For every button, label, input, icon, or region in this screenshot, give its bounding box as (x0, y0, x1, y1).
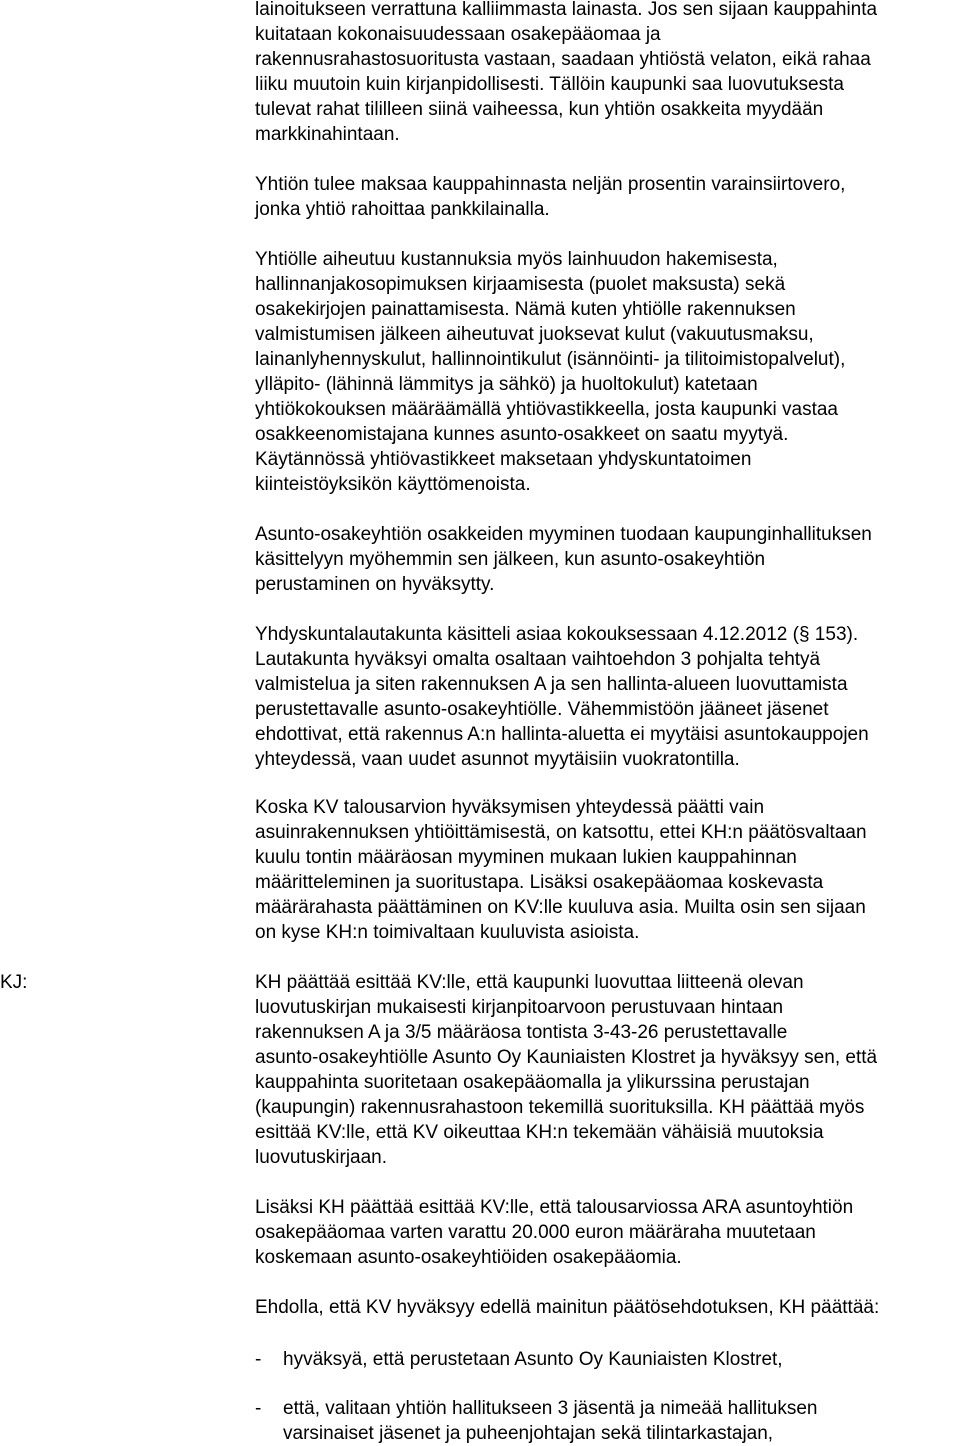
text-line: Lautakunta hyväksyi omalta osaltaan vaihtoehdon 3 pohjalta tehtyä (255, 649, 821, 670)
paragraph-7 (255, 970, 960, 1170)
text-line: rakennusrahastosuoritusta vastaan, saadaan yhtiöstä velaton, eikä rahaa (255, 49, 871, 70)
paragraph-2 (255, 172, 960, 222)
paragraph-8 (255, 1195, 960, 1270)
text-line: luovutuskirjan mukaisesti kirjanpitoarvoon perustuvaan hintaan (255, 997, 784, 1018)
text-line: varsinaiset jäsenet ja puheenjohtajan sekä tilintarkastajan, (283, 1423, 774, 1444)
text-line: Ehdolla, että KV hyväksyy edellä mainitun päätösehdotuksen, KH päättää: (255, 1297, 880, 1318)
text-line: lainanlyhennyskulut, hallinnointikulut (isännöinti- ja tilitoimistopalvelut), (255, 349, 846, 370)
text-line: kiinteistöyksikön käyttömenoista. (255, 474, 531, 495)
list-item (283, 1396, 817, 1446)
text-line: asuinrakennuksen yhtiöittämisestä, on katsottu, ettei KH:n päätösvaltaan (255, 822, 867, 843)
text-line: tulevat rahat tililleen siinä vaiheessa, kun yhtiön osakkeita myydään (255, 99, 824, 120)
paragraph-1 (255, 0, 960, 147)
text-line: Yhtiön tulee maksaa kauppahinnasta neljän prosentin varainsiirtovero, (255, 174, 846, 195)
text-line: ehdottivat, että rakennus A:n hallinta-aluetta ei myytäisi asuntokauppojen (255, 724, 869, 745)
paragraph-6 (255, 795, 960, 945)
bullet-dash: - (255, 1349, 262, 1370)
text-line: luovutuskirjaan. (255, 1147, 388, 1168)
text-line: yhtiökokouksen määräämällä yhtiövastikkeella, josta kaupunki vastaa (255, 399, 838, 420)
paragraph-4 (255, 522, 960, 597)
text-line: valmistumisen jälkeen aiheutuvat juoksevat kulut (vakuutusmaksu, (255, 324, 814, 345)
text-line: yhteydessä, vaan uudet asunnot myytäisiin vuokratontilla. (255, 749, 740, 770)
bullet-dash: - (255, 1398, 262, 1419)
text-line: Lisäksi KH päättää esittää KV:lle, että talousarviossa ARA asuntoyhtiön (255, 1197, 854, 1218)
section-label: KJ: (0, 972, 28, 993)
text-line: Yhdyskuntalautakunta käsitteli asiaa kokouksessaan 4.12.2012 (§ 153). (255, 624, 859, 645)
paragraph-3 (255, 247, 960, 497)
text-line: osakekirjojen painattamisesta. Nämä kuten yhtiölle rakennuksen (255, 299, 796, 320)
text-line: määritteleminen ja suoritustapa. Lisäksi osakepääomaa koskevasta (255, 872, 824, 893)
text-line: kauppahinta suoritetaan osakepääomalla ja ylikurssina perustajan (255, 1072, 810, 1093)
text-line: liiku muutoin kuin kirjanpidollisesti. Tällöin kaupunki saa luovutuksesta (255, 74, 844, 95)
text-line: Asunto-osakeyhtiön osakkeiden myyminen tuodaan kaupunginhallituksen (255, 524, 872, 545)
text-line: markkinahintaan. (255, 124, 400, 145)
text-line: koskemaan asunto-osakeyhtiöiden osakepääomia. (255, 1247, 682, 1268)
text-line: Yhtiölle aiheutuu kustannuksia myös lainhuudon hakemisesta, (255, 249, 778, 270)
text-line: lainoitukseen verrattuna kalliimmasta lainasta. Jos sen sijaan kauppahinta (255, 0, 878, 20)
text-line: että, valitaan yhtiön hallitukseen 3 jäsentä ja nimeää hallituksen (283, 1398, 818, 1419)
text-line: rakennuksen A ja 3/5 määräosa tontista 3-43-26 perustettavalle (255, 1022, 788, 1043)
text-line: hyväksyä, että perustetaan Asunto Oy Kauniaisten Klostret, (283, 1349, 783, 1370)
text-line: käsittelyyn myöhemmin sen jälkeen, kun asunto-osakeyhtiön (255, 549, 766, 570)
text-line: hallinnanjakosopimuksen kirjaamisesta (puolet maksusta) sekä (255, 274, 786, 295)
text-line: määrärahasta päättäminen on KV:lle kuuluva asia. Muilta osin sen sijaan (255, 897, 866, 918)
text-line: perustaminen on hyväksytty. (255, 574, 495, 595)
text-line: osakkeenomistajana kunnes asunto-osakkeet on saatu myytyä. (255, 424, 789, 445)
list-item (283, 1347, 783, 1372)
text-line: KH päättää esittää KV:lle, että kaupunki luovuttaa liitteenä olevan (255, 972, 804, 993)
text-line: ylläpito- (lähinnä lämmitys ja sähkö) ja huoltokulut) katetaan (255, 374, 758, 395)
text-line: Käytännössä yhtiövastikkeet maksetaan yhdyskuntatoimen (255, 449, 752, 470)
text-line: Koska KV talousarvion hyväksymisen yhteydessä päätti vain (255, 797, 765, 818)
text-line: kuulu tontin määräosan myyminen mukaan lukien kauppahinnan (255, 847, 797, 868)
text-line: esittää KV:lle, että KV oikeuttaa KH:n tekemään vähäisiä muutoksia (255, 1122, 824, 1143)
paragraph-5 (255, 622, 960, 772)
text-line: on kyse KH:n toimivaltaan kuuluvista asioista. (255, 922, 640, 943)
text-line: valmistelua ja siten rakennuksen A ja sen hallinta-alueen luovuttamista (255, 674, 848, 695)
paragraph-9 (255, 1295, 960, 1320)
text-line: (kaupungin) rakennusrahastoon tekemillä suorituksilla. KH päättää myös (255, 1097, 865, 1118)
text-line: osakepääomaa varten varattu 20.000 euron määräraha muutetaan (255, 1222, 816, 1243)
text-line: kuitataan kokonaisuudessaan osakepääomaa ja (255, 24, 661, 45)
text-line: perustettavalle asunto-osakeyhtiölle. Vähemmistöön jääneet jäsenet (255, 699, 829, 720)
text-line: asunto-osakeyhtiölle Asunto Oy Kauniaisten Klostret ja hyväksyy sen, että (255, 1047, 878, 1068)
text-line: jonka yhtiö rahoittaa pankkilainalla. (255, 199, 550, 220)
